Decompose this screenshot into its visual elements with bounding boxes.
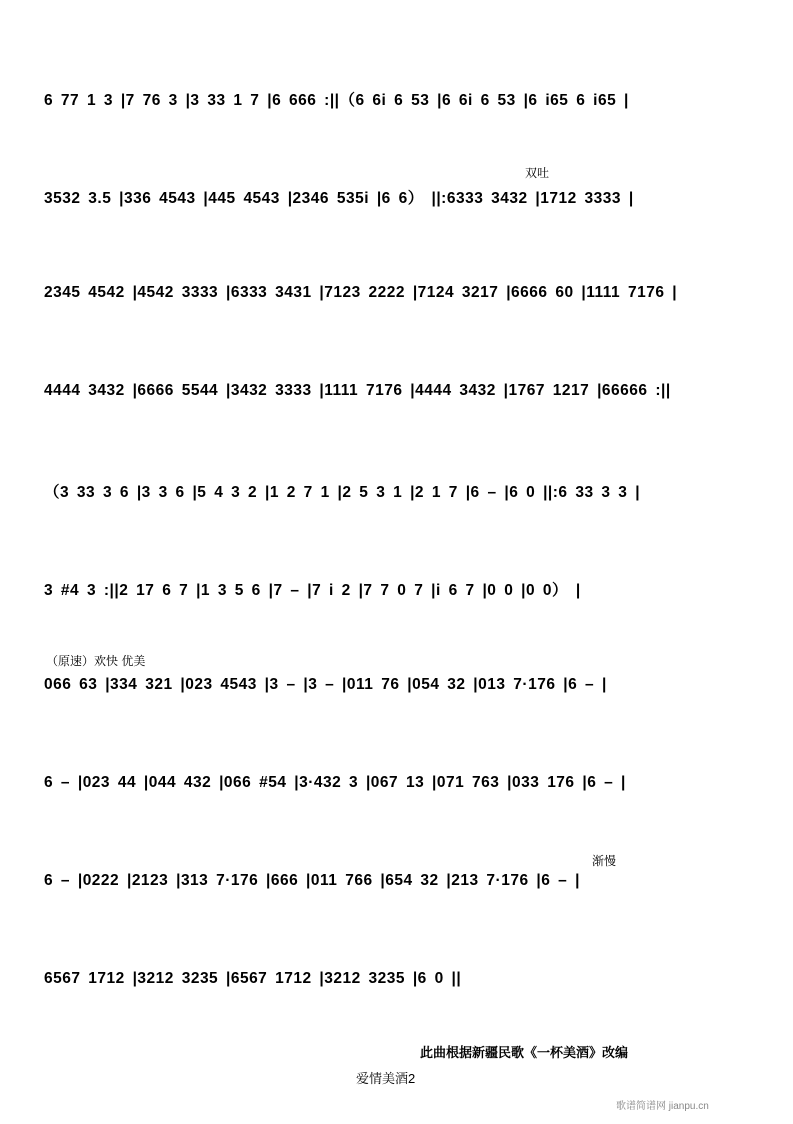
- score-line-1: 6 77 1 3 |7 76 3 |3 33 1 7 |6 666 :||（6 6i 6 53 |6 6i 6 53 |6 i65 6 i65 |: [44, 88, 756, 111]
- score-line-2: 3532 3.5 |336 4543 |445 4543 |2346 535i |6 6） ||:6333 3432 |1712 3333 |: [44, 186, 756, 209]
- score-line-7: 066 63 |334 321 |023 4543 |3 – |3 – |011 76 |054 32 |013 7·176 |6 – |: [44, 676, 756, 695]
- score-line-4: 4444 3432 |6666 5544 |3432 3333 |1111 7176 |4444 3432 |1767 1217 |66666 :||: [44, 382, 756, 401]
- score-line-10: 6567 1712 |3212 3235 |6567 1712 |3212 3235 |6 0 ||: [44, 970, 756, 989]
- annotation-tempo: （原速）欢快 优美: [46, 654, 146, 668]
- score-line-6: 3 #4 3 :||2 17 6 7 |1 3 5 6 |7 – |7 i 2 |7 7 0 7 |i 6 7 |0 0 |0 0） |: [44, 578, 756, 601]
- annotation-shuang-tu: 双吐: [525, 166, 550, 180]
- score-line-5: （3 33 3 6 |3 3 6 |5 4 3 2 |1 2 7 1 |2 5 3 1 |2 1 7 |6 – |6 0 ||:6 33 3 3 |: [44, 480, 756, 503]
- score-line-3: 2345 4542 |4542 3333 |6333 3431 |7123 2222 |7124 3217 |6666 60 |1111 7176 |: [44, 284, 756, 303]
- watermark: 歌谱简谱网 jianpu.cn: [616, 1101, 709, 1112]
- arrangement-credit: 此曲根据新疆民歌《一杯美酒》改编: [420, 1045, 629, 1060]
- page-label: 爱情美酒2: [356, 1071, 416, 1086]
- score-line-8: 6 – |023 44 |044 432 |066 #54 |3·432 3 |067 13 |071 763 |033 176 |6 – |: [44, 774, 756, 793]
- annotation-jian-man: 渐慢: [592, 854, 617, 868]
- score-line-9: 6 – |0222 |2123 |313 7·176 |666 |011 766 |654 32 |213 7·176 |6 – |: [44, 872, 756, 891]
